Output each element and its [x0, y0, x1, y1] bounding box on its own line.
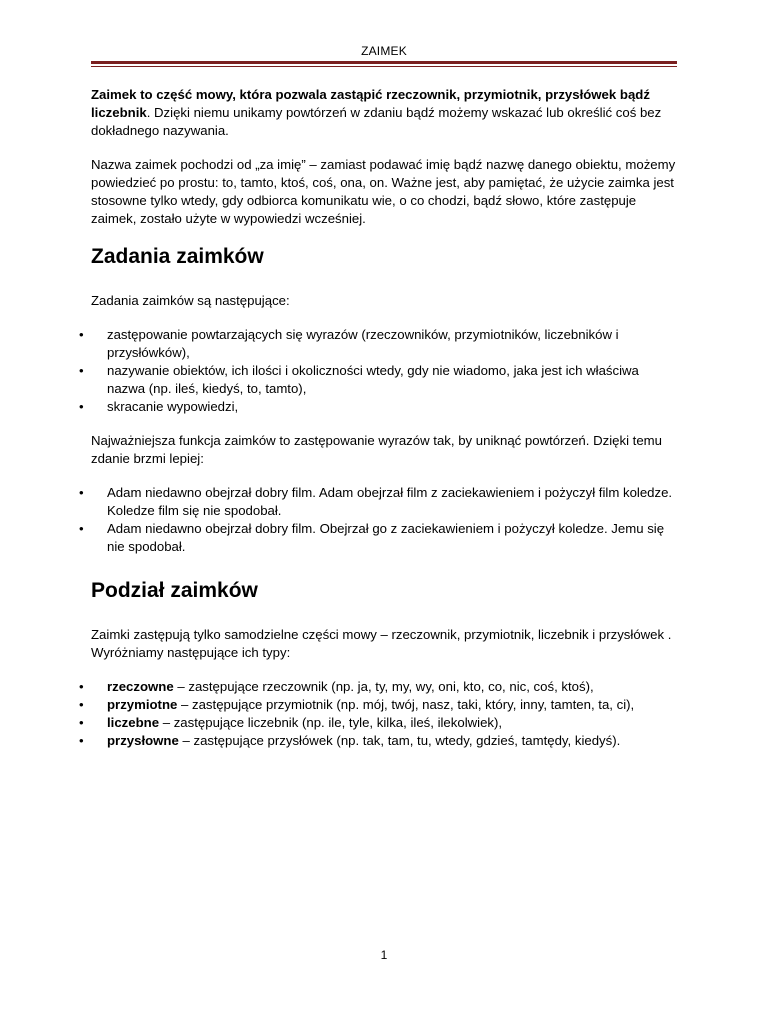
type-term: liczebne — [107, 715, 160, 730]
intro-paragraph — [91, 86, 677, 140]
tasks-lead: Zadania zaimków są następujące: — [91, 293, 290, 308]
page-number: 1 — [380, 948, 388, 962]
list-item — [91, 732, 677, 750]
list-item — [91, 696, 677, 714]
header-title: ZAIMEK — [361, 44, 407, 58]
list-item — [91, 678, 677, 696]
types-list — [91, 678, 677, 750]
tasks-list — [91, 326, 677, 416]
type-term: rzeczowne — [107, 679, 174, 694]
header-rule-thin — [91, 66, 677, 67]
intro-bold-lead: Zaimek to część mowy, która pozwala zastąpić rzeczownik, przymiotnik, przysłówek bądź liczebnik — [91, 87, 650, 120]
list-item: • Adam niedawno obejrzał dobry film. Obejrzał go z zaciekawieniem i pożyczył koledze. Jemu się nie spodobał. — [91, 520, 677, 556]
section-heading-division: Podział zaimków — [91, 579, 258, 602]
type-desc: – zastępujące przymiotnik (np. mój, twój, nasz, taki, który, inny, tamten, ta, ci), — [177, 697, 635, 712]
document-body — [91, 86, 677, 766]
intro-paragraph-2: Nazwa zaimek pochodzi od „za imię” – zamiast podawać imię bądź nazwę danego obiektu, możemy powiedzieć po prostu: to, tamto, ktoś, coś, ona, on. Ważne jest, aby pamiętać, że użycie zaimka jest stosowne tylko wtedy, gdy odbiorca komunikatu wie, o co chodzi, bądź słowo, które zastępuje zaimek, zostało użyte w wypowiedzi wcześniej. — [91, 157, 676, 226]
list-item: • zastępowanie powtarzających się wyrazów (rzeczowników, przymiotników, liczebników i przysłówków), — [91, 326, 677, 362]
section-heading-tasks: Zadania zaimków — [91, 245, 264, 268]
list-item — [91, 714, 677, 732]
division-lead: Zaimki zastępują tylko samodzielne części mowy – rzeczownik, przymiotnik, liczebnik i przysłówek . Wyróżniamy następujące ich typy: — [91, 627, 672, 660]
type-term: przysłowne — [107, 733, 179, 748]
intro-rest: . Dzięki niemu unikamy powtórzeń w zdaniu bądź możemy wskazać lub określić coś bez dokładnego nazywania. — [91, 105, 662, 138]
type-term: przymiotne — [107, 697, 178, 712]
type-desc: – zastępujące liczebnik (np. ile, tyle, kilka, ileś, ilekolwiek), — [159, 715, 503, 730]
tasks-paragraph: Najważniejsza funkcja zaimków to zastępowanie wyrazów tak, by uniknąć powtórzeń. Dzięki temu zdanie brzmi lepiej: — [91, 433, 662, 466]
examples-list — [91, 484, 677, 556]
type-desc: – zastępujące rzeczownik (np. ja, ty, my, wy, oni, kto, co, nic, coś, ktoś), — [173, 679, 594, 694]
list-item: • skracanie wypowiedzi, — [91, 398, 677, 416]
header-rule-thick — [91, 61, 677, 64]
list-item: • Adam niedawno obejrzał dobry film. Adam obejrzał film z zaciekawieniem i pożyczył film koledze. Koledze film się nie spodobał. — [91, 484, 677, 520]
type-desc: – zastępujące przysłówek (np. tak, tam, tu, wtedy, gdzieś, tamtędy, kiedyś). — [178, 733, 621, 748]
list-item: • nazywanie obiektów, ich ilości i okoliczności wtedy, gdy nie wiadomo, jaka jest ich właściwa nazwa (np. ileś, kiedyś, to, tamto), — [91, 362, 677, 398]
